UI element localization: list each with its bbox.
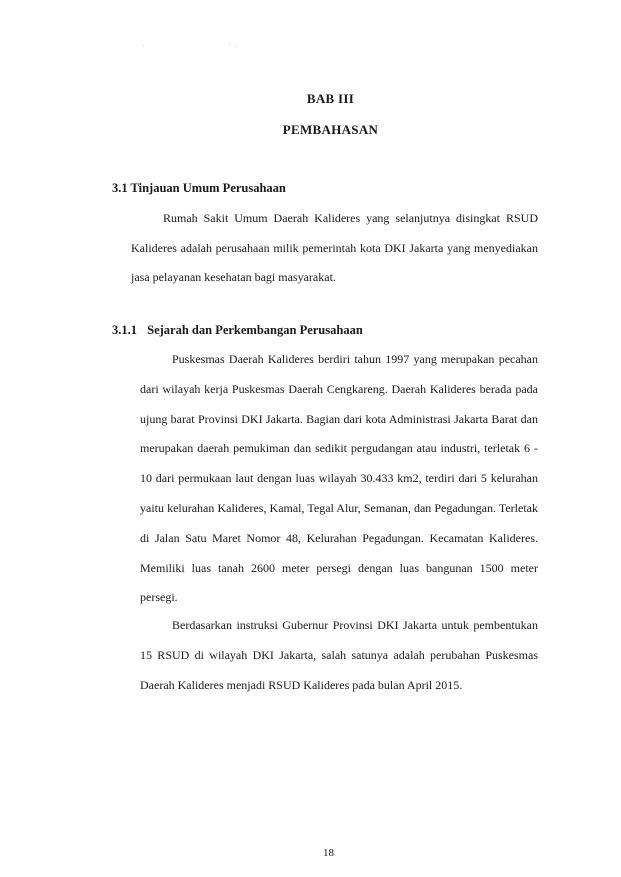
scan-artifact bbox=[143, 45, 144, 46]
section-heading: 3.1 Tinjauan Umum Perusahaan bbox=[112, 181, 286, 195]
page-number: 18 bbox=[323, 847, 334, 859]
subsection-number: 3.1.1 bbox=[112, 323, 137, 337]
scan-artifact bbox=[229, 44, 230, 45]
section-paragraph: Rumah Sakit Umum Daerah Kalideres yang selanjutnya disingkat RSUD Kalideres adalah perusahaan milik pemerintah kota DKI Jakarta yang menyediakan jasa pelayanan kesehatan bagi masyarakat. bbox=[131, 211, 538, 285]
subsection-title: Sejarah dan Perkembangan Perusahaan bbox=[147, 323, 363, 337]
subsection-paragraph: Puskesmas Daerah Kalideres berdiri tahun 1997 yang merupakan pecahan dari wilayah kerja Puskesmas Daerah Cengkareng. Daerah Kalideres berada pada ujung barat Provinsi DKI Jakarta. Bagian dari kota Administrasi Jakarta Barat dan merupakan daerah pemukiman dan sedikit pergudangan atau industri, terletak 6 - 10 dari permukaan laut dengan luas wilayah 30.433 km2, terdiri dari 5 kelurahan yaitu kelurahan Kalideres, Kamal, Tegal Alur, Semanan, dan Pegadungan. Terletak di Jalan Satu Maret Nomor 48, Kelurahan Pegadungan. Kecamatan Kalideres. Memiliki luas tanah 2600 meter persegi dengan luas bangunan 1500 meter persegi. bbox=[140, 352, 538, 605]
scan-artifact bbox=[236, 46, 237, 47]
subsection-heading bbox=[112, 323, 363, 338]
chapter-title: PEMBAHASAN bbox=[282, 122, 379, 137]
subsection-paragraph: Berdasarkan instruksi Gubernur Provinsi DKI Jakarta untuk pembentukan 15 RSUD di wilayah DKI Jakarta, salah satunya adalah perubahan Puskesmas Daerah Kalideres menjadi RSUD Kalideres pada bulan April 2015. bbox=[140, 618, 538, 692]
chapter-label: BAB III bbox=[306, 91, 355, 106]
